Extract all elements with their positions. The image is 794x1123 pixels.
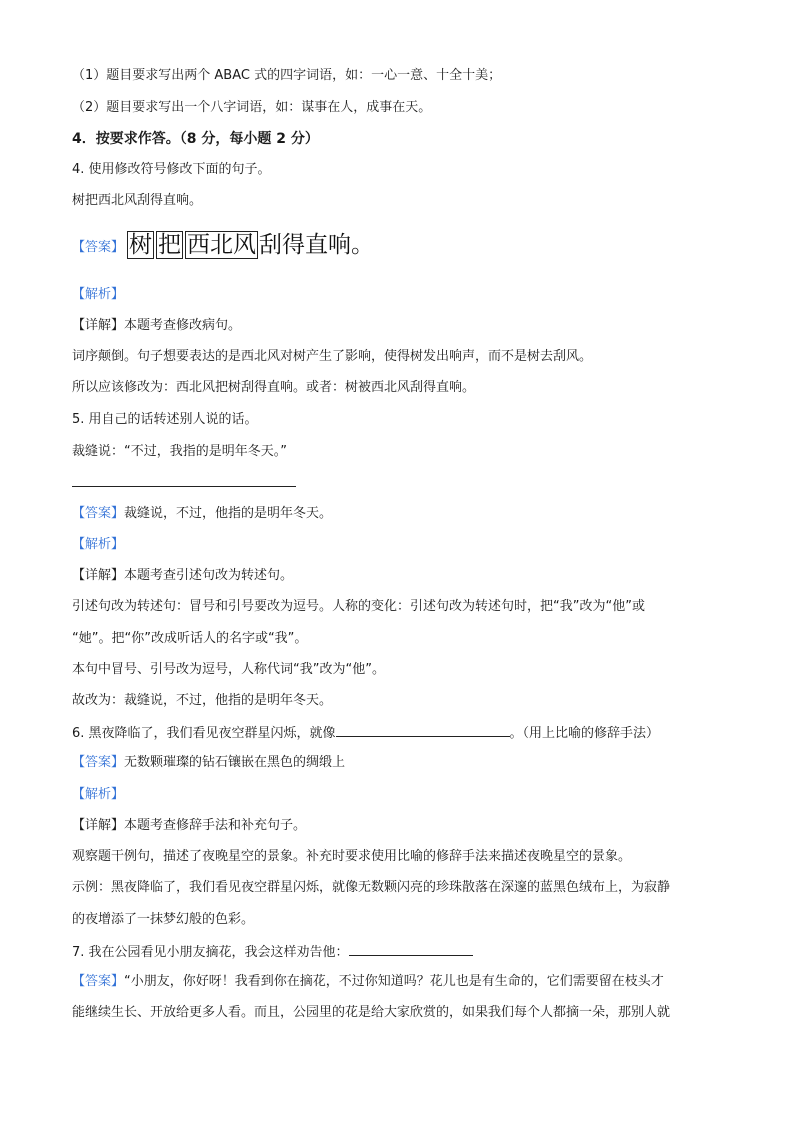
question-prompt: 4. 使用修改符号修改下面的句子。 <box>72 162 271 177</box>
paragraph-line: （1）题目要求写出两个 ABAC 式的四字词语，如：一心一意、十全十美； <box>72 68 502 83</box>
answer-line: 【答案】“小朋友，你好呀！我看到你在摘花，不过你知道吗？花儿也是有生命的，它们需要留在枝头才 <box>72 974 664 989</box>
fill-blank <box>349 943 473 956</box>
paragraph-line: （2）题目要求写出一个八字词语，如：谋事在人，成事在天。 <box>72 100 432 115</box>
boxed-phrase: 西北风 <box>187 232 257 258</box>
analysis-tag: 【解析】 <box>72 787 125 802</box>
detail-line: 【详解】本题考查修辞手法和补充句子。 <box>72 818 307 833</box>
answer-corrected-sentence <box>72 230 374 260</box>
paragraph-line: 词序颠倒。句子想要表达的是西北风对树产生了影响，使得树发出响声，而不是树去刮风。 <box>72 349 593 364</box>
question-prompt: 6. 黑夜降临了，我们看见夜空群星闪烁，就像 。（用上比喻的修辞手法） <box>72 726 660 741</box>
answer-line: 【答案】无数颗璀璨的钻石镶嵌在黑色的绸缎上 <box>72 755 346 770</box>
answer-line: 【答案】裁缝说，不过，他指的是明年冬天。 <box>72 506 333 521</box>
fill-blank <box>336 724 510 737</box>
detail-line: 【详解】本题考查引述句改为转述句。 <box>72 568 294 583</box>
paragraph-line: 示例：黑夜降临了，我们看见夜空群星闪烁，就像无数颗闪亮的珍珠散落在深邃的蓝黑色绒布上，为寂静 <box>72 880 671 895</box>
paragraph-line: “她”。把“你”改成听话人的名字或“我”。 <box>72 631 308 646</box>
boxed-char: 把 <box>158 232 182 258</box>
paragraph-line: 观察题干例句，描述了夜晚星空的景象。补充时要求使用比喻的修辞手法来描述夜晚星空的景象。 <box>72 849 632 864</box>
analysis-tag: 【解析】 <box>72 287 125 302</box>
question-heading: 4．按要求作答。（8 分，每小题 2 分） <box>72 131 319 147</box>
boxed-char: 树 <box>129 232 153 258</box>
answer-blank-line <box>72 486 296 487</box>
paragraph-line: 的夜增添了一抹梦幻般的色彩。 <box>72 912 255 927</box>
question-prompt: 5. 用自己的话转述别人说的话。 <box>72 412 258 427</box>
paragraph-line: 能继续生长、开放给更多人看。而且，公园里的花是给大家欣赏的，如果我们每个人都摘一朵，那别人就 <box>72 1005 671 1020</box>
paragraph-line: 引述句改为转述句：冒号和引号要改为逗号。人称的变化：引述句改为转述句时，把“我”改为“他”或 <box>72 599 645 614</box>
paragraph-line: 本句中冒号、引号改为逗号，人称代词“我”改为“他”。 <box>72 662 385 677</box>
question-sentence: 裁缝说：“不过，我指的是明年冬天。” <box>72 444 287 459</box>
answer-tag: 【答案】 <box>72 239 125 255</box>
question-sentence: 树把西北风刮得直响。 <box>72 193 203 208</box>
detail-line: 【详解】本题考查修改病句。 <box>72 318 242 333</box>
analysis-tag: 【解析】 <box>72 537 125 552</box>
paragraph-line: 所以应该修改为：西北风把树刮得直响。或者：树被西北风刮得直响。 <box>72 380 476 395</box>
question-prompt: 7. 我在公园看见小朋友摘花，我会这样劝告他： <box>72 943 473 961</box>
paragraph-line: 故改为：裁缝说，不过，他指的是明年冬天。 <box>72 693 333 708</box>
corrected-sentence: 树 把 西北风 刮得直响。 <box>129 232 375 258</box>
